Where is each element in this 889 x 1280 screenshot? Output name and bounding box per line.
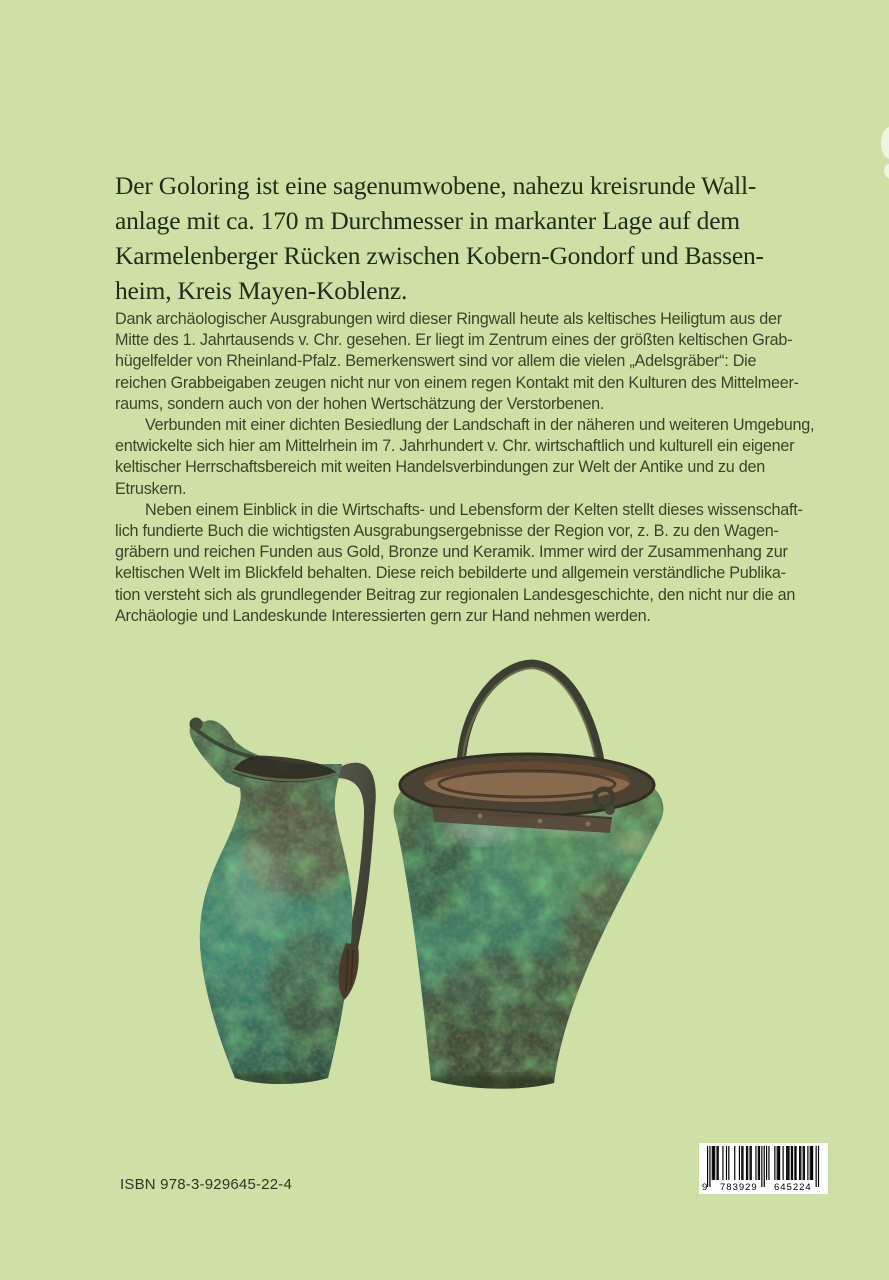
text-line: entwickelte sich hier am Mittelrhein im 7. Jahrhundert v. Chr. wirtschaftlich und kulturell ein eigener	[115, 437, 795, 456]
text-line: Etruskern.	[115, 479, 187, 498]
text-line: Dank archäologischer Ausgrabungen wird dieser Ringwall heute als keltisches Heiligtum aus der	[115, 310, 782, 328]
cropped-edge-glyph	[881, 127, 889, 159]
text-line: Archäologie und Landeskunde Interessierten gern zur Hand nehmen werden.	[115, 606, 651, 625]
text-line: gräbern und reichen Funden aus Gold, Bronze und Keramik. Immer wird der Zusammenhang zur	[115, 543, 788, 562]
paragraph-1	[115, 309, 805, 415]
lead-line: anlage mit ca. 170 m Durchmesser in markanter Lage auf dem	[115, 206, 740, 235]
lead-line: Der Goloring ist eine sagenumwobene, nahezu kreisrunde Wall-	[115, 171, 757, 200]
lead-paragraph	[115, 168, 795, 308]
text-line: reichen Grabbeigaben zeugen nicht nur von einem regen Kontakt mit den Kulturen des Mittelmeer-	[115, 373, 799, 392]
barcode-digit-group1: 783929	[720, 1182, 758, 1193]
text-line: lich fundierte Buch die wichtigsten Ausgrabungsergebnisse der Region vor, z. B. zu den Wagen-	[115, 522, 779, 541]
lead-line: Karmelenberger Rücken zwischen Kobern-Gondorf und Bassen-	[115, 241, 764, 270]
text-line: Neben einem Einblick in die Wirtschafts- und Lebensform der Kelten stellt dieses wissenschaft-	[145, 500, 803, 519]
paragraph-3	[115, 500, 805, 627]
text-line: hügelfelder von Rheinland-Pfalz. Bemerkenswert sind vor allem die vielen „Adelsgräber“: Die	[115, 352, 757, 371]
text-line: tion versteht sich als grundlegender Beitrag zur regionalen Landesgeschichte, den nicht nur die an	[115, 585, 796, 604]
bronze-bucket	[385, 664, 675, 1097]
text-line: Mitte des 1. Jahrtausends v. Chr. gesehen. Er liegt im Zentrum eines der größten keltischen Grab-	[115, 331, 793, 350]
paragraph-2	[115, 415, 815, 500]
barcode	[699, 1143, 828, 1194]
text-line: keltischer Herrschaftsbereich mit weiten Handelsverbindungen zur Welt der Antike und zu den	[115, 458, 765, 477]
isbn-text: ISBN 978-3-929645-22-4	[120, 1176, 293, 1193]
blurb-text	[115, 309, 815, 627]
barcode-digits	[699, 1182, 828, 1193]
barcode-digit-group2: 645224	[774, 1182, 812, 1193]
bronze-vessels-photo	[180, 652, 680, 1097]
lead-line: heim, Kreis Mayen-Koblenz.	[115, 276, 408, 305]
barcode-digit-left: 9	[702, 1182, 708, 1193]
text-line: keltischen Welt im Blickfeld behalten. Diese reich bebilderte und allgemein verständliche Publika-	[115, 564, 786, 583]
cropped-edge-glyph	[884, 164, 889, 179]
bronze-jug	[180, 712, 390, 1092]
text-line: Verbunden mit einer dichten Besiedlung der Landschaft in der näheren und weiteren Umgebung,	[145, 416, 815, 435]
text-line: raums, sondern auch von der hohen Wertschätzung der Verstorbenen.	[115, 394, 605, 413]
